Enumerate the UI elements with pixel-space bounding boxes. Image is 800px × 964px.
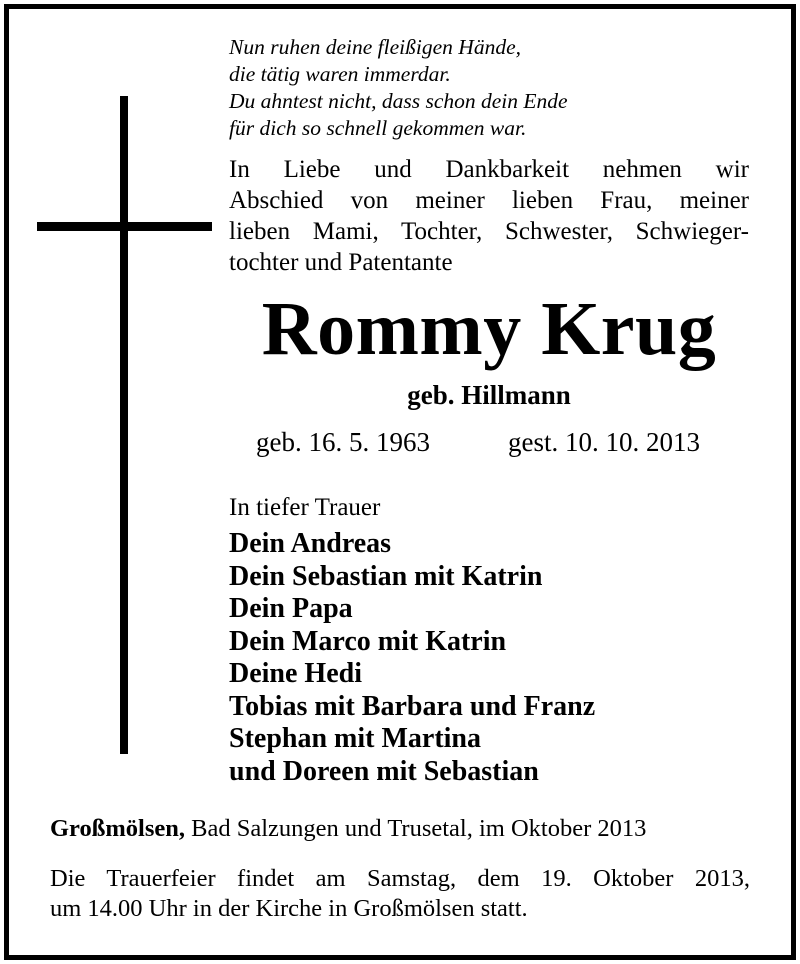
intro-line: Abschied von meiner lieben Frau, meiner <box>229 187 749 214</box>
birth-date: geb. 16. 5. 1963 <box>256 427 430 457</box>
place-main: Großmölsen, <box>50 815 185 842</box>
service-line: Die Trauerfeier findet am Samstag, dem 19. Oktober 2013, <box>50 865 750 892</box>
birth-name: geb. Hillmann <box>407 380 571 410</box>
intro-line: In Liebe und Dankbarkeit nehmen wir <box>229 156 749 183</box>
mourner: Dein Andreas <box>229 528 392 559</box>
mourner: Deine Hedi <box>229 658 362 689</box>
poem-line: Nun ruhen deine fleißigen Hände, <box>229 35 521 59</box>
funeral-service-info <box>50 864 750 924</box>
deceased-name: Rommy Krug <box>261 287 717 371</box>
mourner: Dein Papa <box>229 593 353 624</box>
death-date: gest. 10. 10. 2013 <box>508 427 700 457</box>
poem-line: für dich so schnell gekommen war. <box>229 116 527 140</box>
mourner: und Doreen mit Sebastian <box>229 755 539 787</box>
place-and-date <box>50 812 646 846</box>
intro-line: tochter und Patentante <box>229 249 453 276</box>
cross-horizontal-bar <box>37 222 212 231</box>
mourner: Tobias mit Barbara und Franz <box>229 690 596 722</box>
intro-line: lieben Mami, Tochter, Schwester, Schwieger- <box>229 218 749 245</box>
intro-paragraph <box>229 154 749 278</box>
mourners-list <box>229 528 595 788</box>
service-line: um 14.00 Uhr in der Kirche in Großmölsen statt. <box>50 895 528 922</box>
poem-line: Du ahntest nicht, dass schon dein Ende <box>229 89 568 113</box>
mourner: Stephan mit Martina <box>229 723 481 754</box>
mourner: Dein Marco mit Katrin <box>229 625 507 657</box>
mourning-label: In tiefer Trauer <box>229 494 381 521</box>
mourner: Dein Sebastian mit Katrin <box>229 560 543 592</box>
place-rest: Bad Salzungen und Trusetal, im Oktober 2013 <box>185 815 647 842</box>
poem <box>229 34 568 142</box>
cross-vertical-bar <box>120 96 128 754</box>
poem-line: die tätig waren immerdar. <box>229 62 451 86</box>
